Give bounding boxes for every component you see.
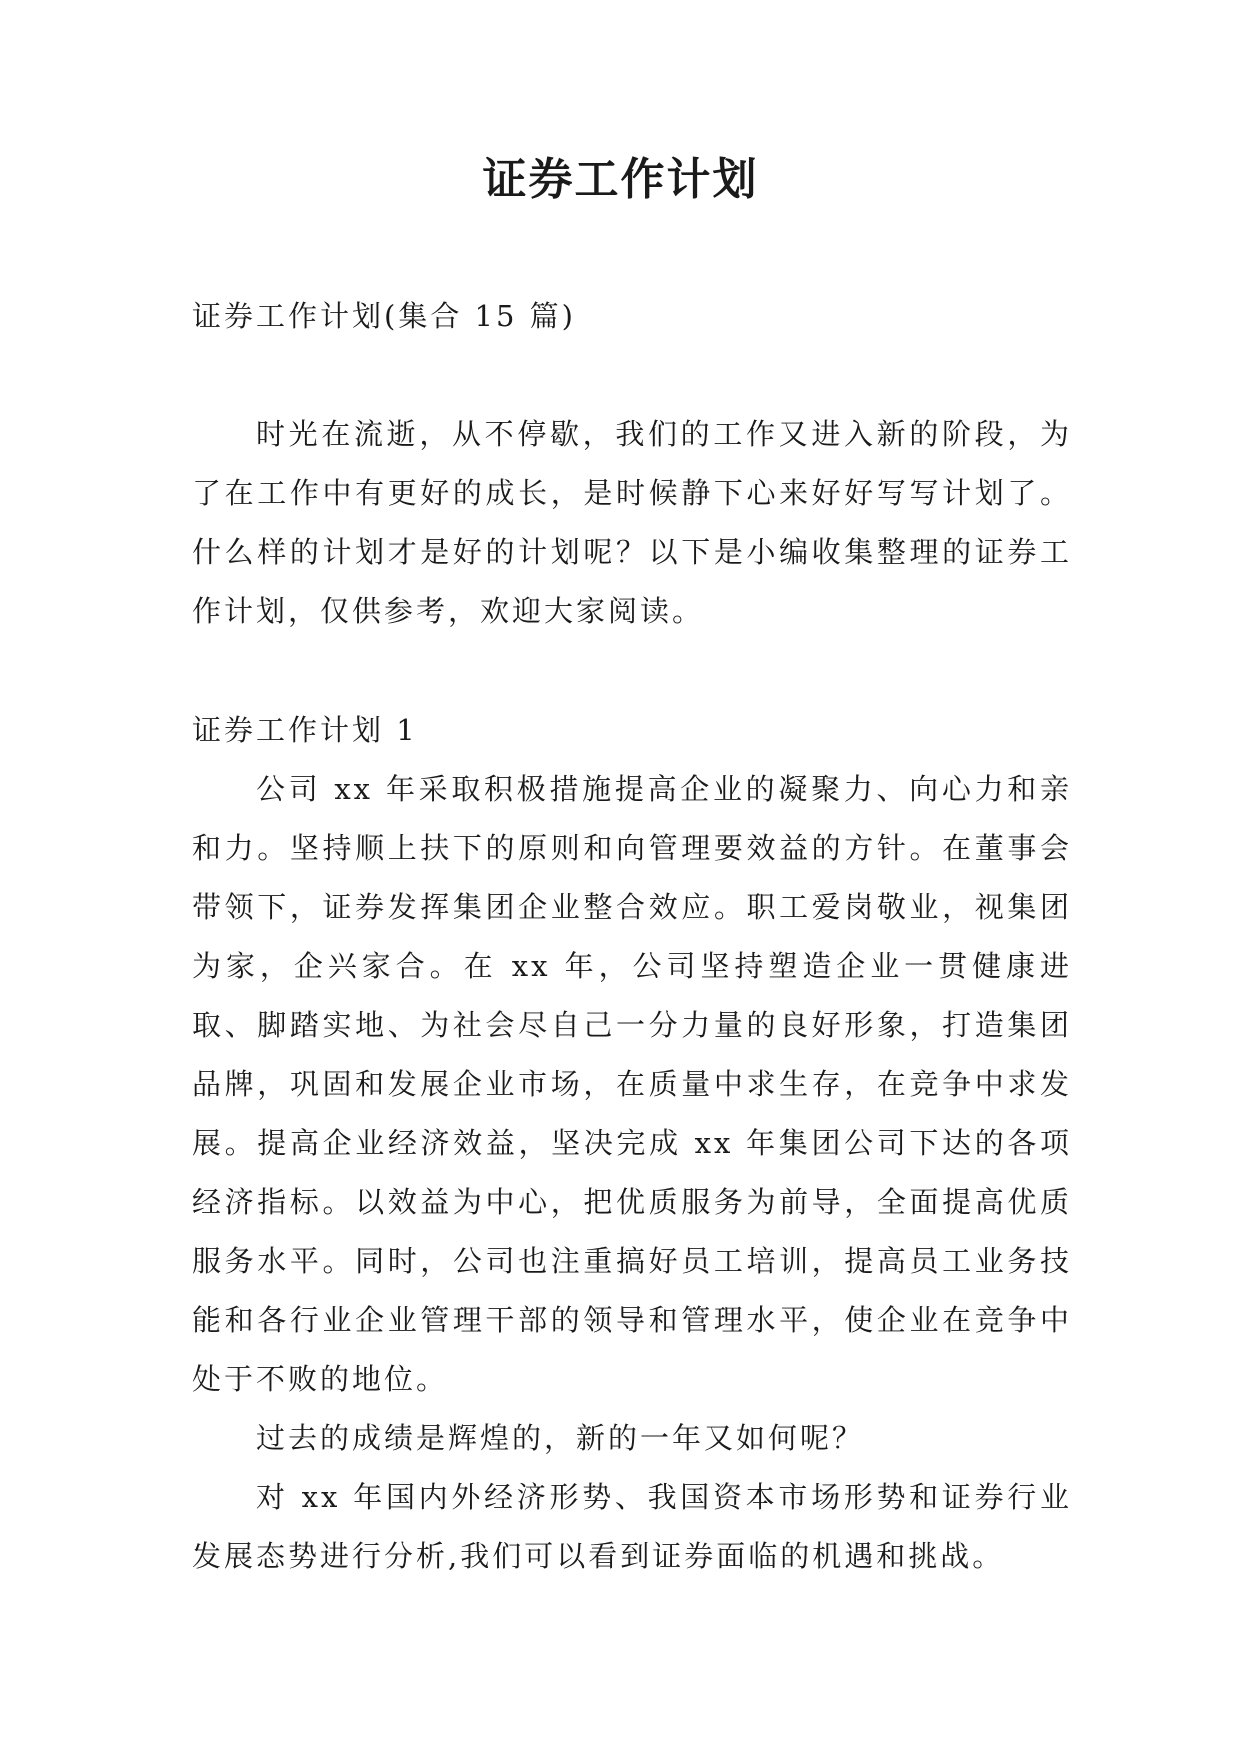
section-1	[192, 701, 1072, 1586]
section-1-heading: 证券工作计划 1	[192, 713, 418, 747]
intro-paragraph: 时光在流逝，从不停歇，我们的工作又进入新的阶段，为了在工作中有更好的成长，是时候静下心来好好写写计划了。什么样的计划才是好的计划呢？以下是小编收集整理的证券工作计划，仅供参考，欢迎大家阅读。	[192, 417, 1072, 628]
section-1-paragraph: 公司 xx 年采取积极措施提高企业的凝聚力、向心力和亲和力。坚持顺上扶下的原则和向管理要效益的方针。在董事会带领下，证券发挥集团企业整合效应。职工爱岗敬业，视集团为家，企兴家合。在 xx 年，公司坚持塑造企业一贯健康进取、脚踏实地、为社会尽自己一分力量的良好形象，打造集团品牌，巩固和发展企业市场，在质量中求生存，在竞争中求发展。提高企业经济效益，坚决完成 xx 年集团公司下达的各项经济指标。以效益为中心，把优质服务为前导，全面提高优质服务水平。同时，公司也注重搞好员工培训，提高员工业务技能和各行业企业管理干部的领导和管理水平，使企业在竞争中处于不败的地位。	[192, 772, 1072, 1396]
document-subtitle: 证券工作计划(集合 15 篇)	[192, 299, 576, 333]
section-1-paragraph: 对 xx 年国内外经济形势、我国资本市场形势和证券行业发展态势进行分析,我们可以看到证券面临的机遇和挑战。	[192, 1480, 1072, 1573]
intro-block	[192, 405, 1072, 641]
document-title: 证券工作计划	[482, 154, 759, 205]
section-1-paragraph: 过去的成绩是辉煌的，新的一年又如何呢？	[256, 1421, 865, 1455]
